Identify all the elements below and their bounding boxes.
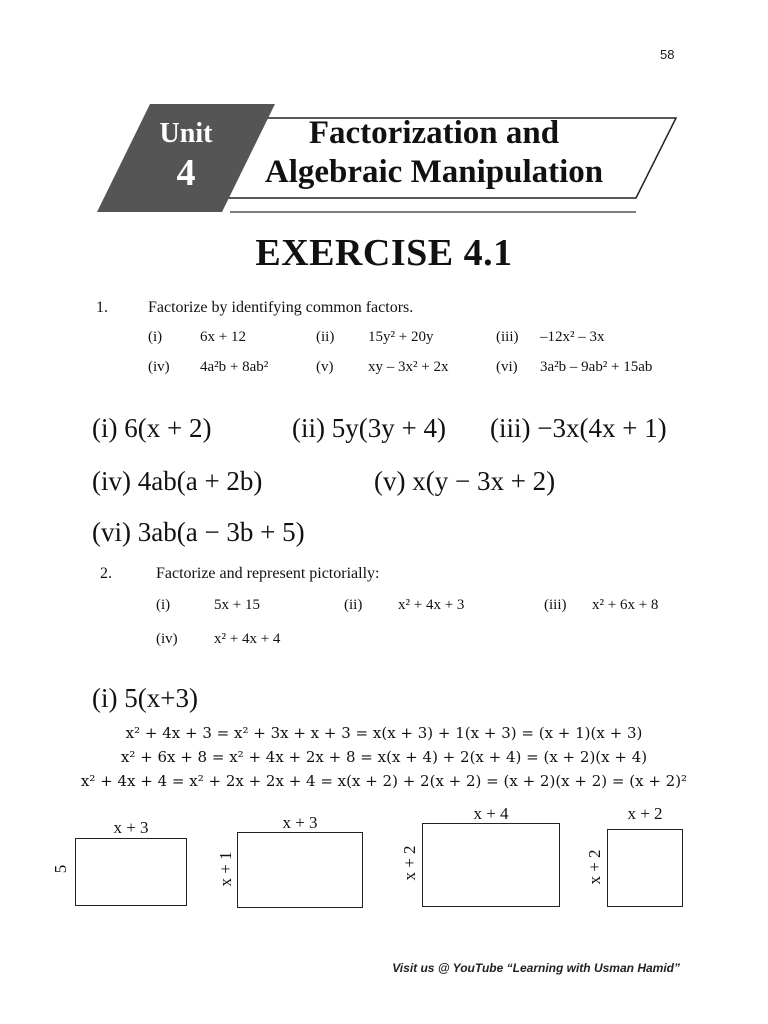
q1-answer: (v) x(y − 3x + 2): [374, 466, 556, 496]
q1-part-label: (iv): [148, 359, 170, 375]
footer-youtube-note: Visit us @ YouTube “Learning with Usman Hamid”: [392, 961, 680, 975]
q1-part-expr: 4a²b + 8ab²: [200, 359, 269, 375]
q1-part-label: (i): [148, 329, 163, 345]
question-2-instruction: Factorize and represent pictorially:: [156, 565, 380, 582]
q1-part-label: (ii): [316, 329, 335, 345]
q2-equation: x² + 6x + 8 = x² + 4x + 2x + 8 = x(x + 4) + 2(x + 4) = (x + 2)(x + 4): [120, 748, 648, 766]
q1-part-expr: –12x² – 3x: [540, 329, 605, 345]
diagram-rectangle: [607, 829, 683, 907]
question-2-number: 2.: [100, 565, 112, 582]
q1-answer: (ii) 5y(3y + 4): [292, 413, 446, 443]
question-1-number: 1.: [96, 299, 108, 316]
q1-part-label: (v): [316, 359, 334, 375]
q1-answer: (vi) 3ab(a − 3b + 5): [92, 517, 305, 547]
q2-part-label: (iv): [156, 631, 178, 647]
q1-part-expr: 6x + 12: [200, 329, 246, 345]
q2-part-label: (ii): [344, 597, 363, 613]
chapter-title-line-1: Factorization and: [308, 115, 560, 151]
q2-part-label: (i): [156, 597, 171, 613]
q1-part-expr: 3a²b – 9ab² + 15ab: [540, 359, 653, 375]
diagram-top-label: x + 3: [282, 813, 318, 832]
q1-answer: (iii) −3x(4x + 1): [490, 413, 667, 443]
diagram-side-label: x + 1: [216, 851, 235, 887]
diagram-side-label: x + 2: [400, 845, 419, 881]
diagram-top-label: x + 4: [473, 804, 509, 823]
chapter-title-line-2: Algebraic Manipulation: [264, 154, 604, 190]
q1-part-expr: xy – 3x² + 2x: [368, 359, 449, 375]
diagram-top-label: x + 2: [627, 804, 663, 823]
q1-part-label: (vi): [496, 359, 518, 375]
q2-part-expr: x² + 4x + 4: [214, 631, 281, 647]
diagram-top-label: x + 3: [113, 818, 149, 837]
page-number: 58: [660, 47, 675, 62]
exercise-title: EXERCISE 4.1: [255, 232, 513, 274]
diagram-rectangle: [75, 838, 187, 906]
q1-part-label: (iii): [496, 329, 519, 345]
question-1-instruction: Factorize by identifying common factors.: [148, 299, 414, 316]
unit-label: Unit: [159, 118, 213, 149]
diagram-side-label: x + 2: [585, 849, 604, 885]
q2-part-expr: x² + 6x + 8: [592, 597, 659, 613]
diagram-rectangle: [237, 832, 363, 908]
q2-part-expr: 5x + 15: [214, 597, 260, 613]
q1-answer: (iv) 4ab(a + 2b): [92, 466, 263, 496]
q2-answer-i: (i) 5(x+3): [92, 683, 198, 713]
q2-equation: x² + 4x + 4 = x² + 2x + 2x + 4 = x(x + 2) + 2(x + 2) = (x + 2)(x + 2) = (x + 2)²: [80, 772, 688, 790]
q1-part-expr: 15y² + 20y: [368, 329, 434, 345]
diagram-side-label: 5: [51, 864, 70, 874]
q2-part-expr: x² + 4x + 3: [398, 597, 465, 613]
q1-answer: (i) 6(x + 2): [92, 413, 212, 443]
q2-equation: x² + 4x + 3 = x² + 3x + x + 3 = x(x + 3) + 1(x + 3) = (x + 1)(x + 3): [125, 724, 643, 742]
q2-part-label: (iii): [544, 597, 567, 613]
diagram-rectangle: [422, 823, 560, 907]
unit-number: 4: [176, 152, 196, 194]
